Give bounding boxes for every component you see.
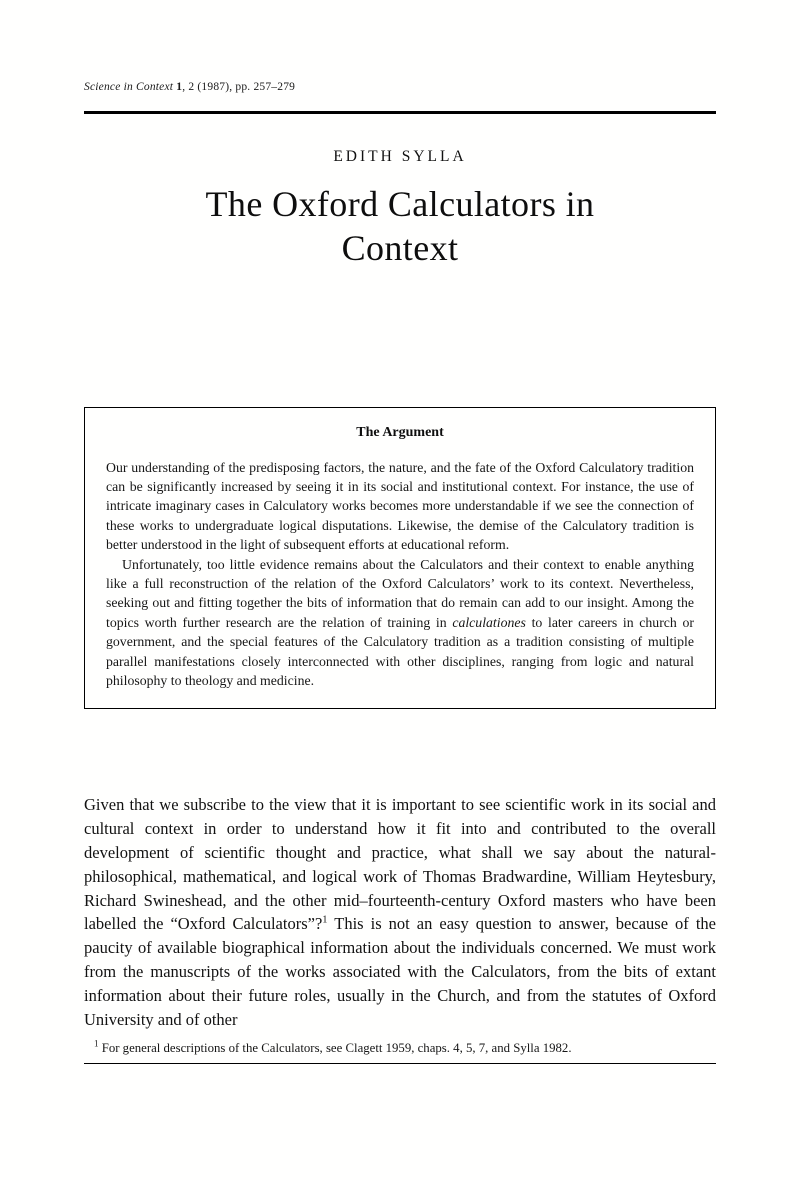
abstract-paragraph-2-text-a: Unfortunately, too little evidence remains about the Calculators and their context to enable anything like a full reconstruction of the relation of the Oxford Calculators’ work to its context. Nevertheless, seeking out and fitting together the bits of information that do remain can add to our insight. Among the topics worth further research are the relation of training in bbox=[106, 556, 694, 630]
journal-title: Science in Context bbox=[84, 81, 174, 93]
article-title-line2: Context bbox=[341, 227, 459, 268]
abstract-paragraph-1: Our understanding of the predisposing factors, the nature, and the fate of the Oxford Calculatory tradition can be significantly increased by seeing it in its social and institutional context. For instance, the use of intricate imaginary cases in Calculatory works becomes more understandable if we see the connection of these works to undergraduate logical disputations. Likewise, the demise of the Calculatory tradition is better understood in the light of subsequent efforts at educational reform. bbox=[106, 459, 694, 553]
text-column bbox=[84, 0, 716, 1064]
footnote-reference: 1 bbox=[322, 914, 328, 926]
article-title bbox=[84, 182, 716, 270]
abstract-heading: The Argument bbox=[356, 424, 444, 440]
abstract-latin-term: calculationes bbox=[452, 614, 526, 630]
body-text-a: Given that we subscribe to the view that it is important to see scientific work in its social and cultural context in order to understand how it fit into and contributed to the overall development of scientific thought and practice, what shall we say about the natural-philosophical, mathematical, and logical work of Thomas Bradwardine, William Heytesbury, Richard Swineshead, and the other mid–fourteenth-century Oxford masters who have been labelled the “Oxford Calculators”? bbox=[84, 795, 716, 934]
author-name: EDITH SYLLA bbox=[333, 147, 467, 165]
footnote bbox=[84, 1040, 716, 1056]
journal-issue-pages: , 2 (1987), pp. 257–279 bbox=[182, 81, 296, 93]
journal-volume: 1 bbox=[176, 81, 183, 93]
article-title-line1: The Oxford Calculators in bbox=[205, 183, 595, 224]
abstract-box bbox=[84, 407, 716, 710]
abstract-paragraph-2 bbox=[106, 555, 694, 691]
footnote-rule bbox=[84, 1063, 716, 1064]
body-paragraph bbox=[84, 793, 716, 1031]
header-rule bbox=[84, 111, 716, 114]
body-text-b: This is not an easy question to answer, because of the paucity of available biographical information about the individuals concerned. We must work from the manuscripts of the works associated with the Calculators, from the bits of extant information about their future roles, usually in the Church, and from the statutes of Oxford University and of other bbox=[84, 914, 716, 1029]
abstract-paragraph-2-text-b: to later careers in church or government, and the special features of the Calculatory tradition as a tradition consisting of multiple parallel manifestations closely interconnected with other disciplines, ranging from logic and natural philosophy to theology and medicine. bbox=[106, 614, 694, 688]
journal-citation bbox=[84, 80, 716, 94]
footnote-text: For general descriptions of the Calculators, see Clagett 1959, chaps. 4, 5, 7, and Sylla 1982. bbox=[101, 1041, 572, 1056]
footnote-marker: 1 bbox=[94, 1039, 99, 1050]
